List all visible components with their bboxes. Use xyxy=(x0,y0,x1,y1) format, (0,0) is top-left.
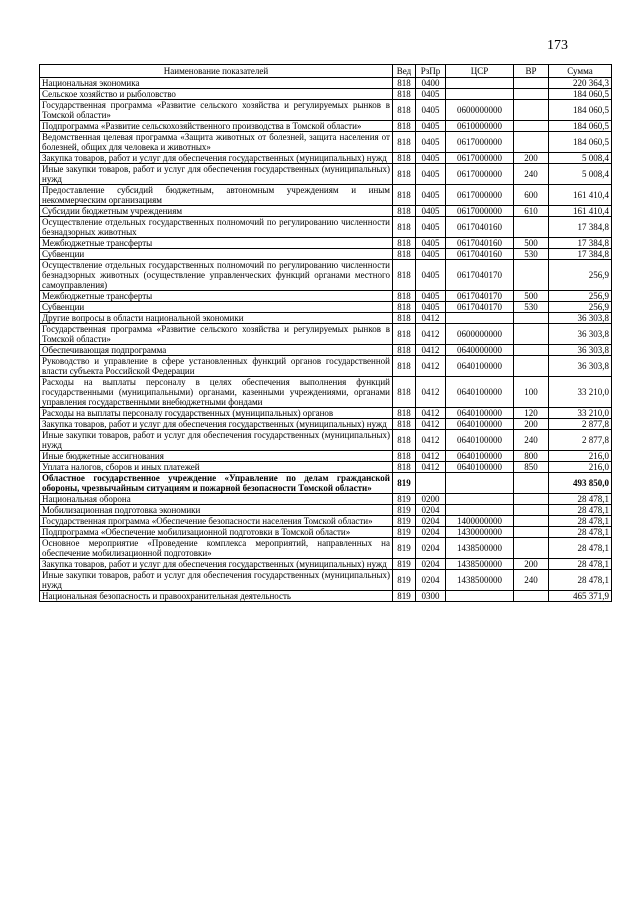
row-name-cell: Мобилизационная подготовка экономики xyxy=(40,505,393,516)
row-ved-cell: 818 xyxy=(393,313,416,324)
row-csr-cell xyxy=(446,494,514,505)
row-csr-cell: 0640100000 xyxy=(446,462,514,473)
row-ved-cell: 819 xyxy=(393,473,416,494)
row-vr-cell xyxy=(514,356,549,377)
row-csr-cell: 1438500000 xyxy=(446,559,514,570)
row-sum-cell: 28 478,1 xyxy=(549,494,612,505)
row-rzpr-cell: 0405 xyxy=(416,249,446,260)
row-vr-cell: 850 xyxy=(514,462,549,473)
row-sum-cell: 5 008,4 xyxy=(549,153,612,164)
row-csr-cell: 0617000000 xyxy=(446,153,514,164)
row-csr-cell: 0617040170 xyxy=(446,302,514,313)
row-rzpr-cell: 0405 xyxy=(416,164,446,185)
row-ved-cell: 818 xyxy=(393,89,416,100)
row-csr-cell xyxy=(446,78,514,89)
row-sum-cell: 28 478,1 xyxy=(549,559,612,570)
row-ved-cell: 819 xyxy=(393,516,416,527)
row-rzpr-cell: 0204 xyxy=(416,527,446,538)
row-csr-cell: 0617000000 xyxy=(446,164,514,185)
row-csr-cell: 0617040170 xyxy=(446,291,514,302)
row-name-cell: Ведомственная целевая программа «Защита животных от болезней, защита населения от болезней, общих для человека и животных» xyxy=(40,132,393,153)
row-vr-cell xyxy=(514,473,549,494)
row-vr-cell xyxy=(514,78,549,89)
table-row xyxy=(40,570,612,591)
table-row xyxy=(40,217,612,238)
row-rzpr-cell: 0412 xyxy=(416,377,446,408)
table-row xyxy=(40,559,612,570)
row-sum-cell: 216,0 xyxy=(549,462,612,473)
row-vr-cell: 610 xyxy=(514,206,549,217)
row-csr-cell: 0640100000 xyxy=(446,451,514,462)
row-name-cell: Уплата налогов, сборов и иных платежей xyxy=(40,462,393,473)
table-row xyxy=(40,260,612,291)
table-row xyxy=(40,527,612,538)
header-vr: ВР xyxy=(514,65,549,78)
table-row xyxy=(40,302,612,313)
table-row xyxy=(40,249,612,260)
row-rzpr-cell xyxy=(416,473,446,494)
row-rzpr-cell: 0204 xyxy=(416,505,446,516)
row-vr-cell xyxy=(514,345,549,356)
row-sum-cell: 5 008,4 xyxy=(549,164,612,185)
table-row xyxy=(40,473,612,494)
budget-table xyxy=(39,64,612,602)
row-ved-cell: 818 xyxy=(393,132,416,153)
row-csr-cell: 0600000000 xyxy=(446,100,514,121)
row-vr-cell: 530 xyxy=(514,302,549,313)
row-sum-cell: 17 384,8 xyxy=(549,238,612,249)
row-rzpr-cell: 0405 xyxy=(416,302,446,313)
row-sum-cell: 28 478,1 xyxy=(549,570,612,591)
row-ved-cell: 818 xyxy=(393,153,416,164)
row-sum-cell: 36 303,8 xyxy=(549,345,612,356)
row-vr-cell xyxy=(514,217,549,238)
row-vr-cell xyxy=(514,89,549,100)
row-name-cell: Государственная программа «Развитие сельского хозяйства и регулируемых рынков в Томской области» xyxy=(40,100,393,121)
row-csr-cell: 0617000000 xyxy=(446,206,514,217)
row-ved-cell: 818 xyxy=(393,185,416,206)
header-rzpr: РзПр xyxy=(416,65,446,78)
row-sum-cell: 17 384,8 xyxy=(549,249,612,260)
row-sum-cell: 256,9 xyxy=(549,302,612,313)
row-name-cell: Субвенции xyxy=(40,302,393,313)
row-name-cell: Субсидии бюджетным учреждениям xyxy=(40,206,393,217)
row-name-cell: Государственная программа «Развитие сельского хозяйства и регулируемых рынков в Томской области» xyxy=(40,324,393,345)
row-rzpr-cell: 0405 xyxy=(416,206,446,217)
row-ved-cell: 818 xyxy=(393,260,416,291)
row-csr-cell: 0640100000 xyxy=(446,430,514,451)
row-rzpr-cell: 0412 xyxy=(416,408,446,419)
row-sum-cell: 184 060,5 xyxy=(549,121,612,132)
row-ved-cell: 819 xyxy=(393,538,416,559)
row-name-cell: Расходы на выплаты персоналу государственных (муниципальных) органов xyxy=(40,408,393,419)
row-ved-cell: 818 xyxy=(393,408,416,419)
row-vr-cell: 600 xyxy=(514,185,549,206)
table-row xyxy=(40,313,612,324)
row-vr-cell: 200 xyxy=(514,153,549,164)
row-sum-cell: 17 384,8 xyxy=(549,217,612,238)
row-sum-cell: 220 364,3 xyxy=(549,78,612,89)
row-vr-cell: 530 xyxy=(514,249,549,260)
row-name-cell: Национальная экономика xyxy=(40,78,393,89)
row-name-cell: Другие вопросы в области национальной экономики xyxy=(40,313,393,324)
table-header-row xyxy=(40,65,612,78)
row-ved-cell: 818 xyxy=(393,100,416,121)
row-ved-cell: 818 xyxy=(393,238,416,249)
row-csr-cell: 0617040160 xyxy=(446,249,514,260)
row-ved-cell: 818 xyxy=(393,377,416,408)
row-name-cell: Иные закупки товаров, работ и услуг для обеспечения государственных (муниципальных) нужд xyxy=(40,570,393,591)
row-csr-cell: 1430000000 xyxy=(446,527,514,538)
row-csr-cell xyxy=(446,591,514,602)
row-csr-cell: 0617000000 xyxy=(446,185,514,206)
row-rzpr-cell: 0405 xyxy=(416,100,446,121)
table-row xyxy=(40,345,612,356)
row-csr-cell: 0600000000 xyxy=(446,324,514,345)
row-name-cell: Закупка товаров, работ и услуг для обеспечения государственных (муниципальных) нужд xyxy=(40,559,393,570)
row-vr-cell: 100 xyxy=(514,377,549,408)
row-sum-cell: 465 371,9 xyxy=(549,591,612,602)
row-csr-cell xyxy=(446,473,514,494)
row-vr-cell: 500 xyxy=(514,291,549,302)
table-row xyxy=(40,538,612,559)
row-ved-cell: 819 xyxy=(393,494,416,505)
row-rzpr-cell: 0204 xyxy=(416,538,446,559)
header-ved: Вед xyxy=(393,65,416,78)
row-ved-cell: 818 xyxy=(393,249,416,260)
row-sum-cell: 216,0 xyxy=(549,451,612,462)
row-rzpr-cell: 0405 xyxy=(416,238,446,249)
row-ved-cell: 819 xyxy=(393,570,416,591)
row-csr-cell: 1438500000 xyxy=(446,570,514,591)
row-vr-cell: 120 xyxy=(514,408,549,419)
row-vr-cell xyxy=(514,100,549,121)
row-vr-cell xyxy=(514,516,549,527)
table-row xyxy=(40,121,612,132)
row-vr-cell xyxy=(514,591,549,602)
row-ved-cell: 818 xyxy=(393,345,416,356)
row-rzpr-cell: 0412 xyxy=(416,324,446,345)
table-row xyxy=(40,377,612,408)
row-vr-cell xyxy=(514,132,549,153)
row-sum-cell: 28 478,1 xyxy=(549,538,612,559)
table-row xyxy=(40,153,612,164)
row-rzpr-cell: 0204 xyxy=(416,516,446,527)
row-sum-cell: 33 210,0 xyxy=(549,408,612,419)
table-row xyxy=(40,206,612,217)
row-name-cell: Государственная программа «Обеспечение безопасности населения Томской области» xyxy=(40,516,393,527)
row-vr-cell xyxy=(514,538,549,559)
row-sum-cell: 36 303,8 xyxy=(549,324,612,345)
table-row xyxy=(40,516,612,527)
row-name-cell: Закупка товаров, работ и услуг для обеспечения государственных (муниципальных) нужд xyxy=(40,419,393,430)
row-sum-cell: 256,9 xyxy=(549,291,612,302)
table-row xyxy=(40,100,612,121)
row-rzpr-cell: 0204 xyxy=(416,559,446,570)
row-csr-cell xyxy=(446,505,514,516)
row-name-cell: Иные закупки товаров, работ и услуг для обеспечения государственных (муниципальных) нужд xyxy=(40,430,393,451)
row-name-cell: Областное государственное учреждение «Управление по делам гражданской обороны, чрезвычайным ситуациям и пожарной безопасности Томской области» xyxy=(40,473,393,494)
table-row xyxy=(40,78,612,89)
row-sum-cell: 33 210,0 xyxy=(549,377,612,408)
row-ved-cell: 818 xyxy=(393,451,416,462)
row-rzpr-cell: 0412 xyxy=(416,462,446,473)
row-ved-cell: 819 xyxy=(393,527,416,538)
row-vr-cell xyxy=(514,260,549,291)
row-ved-cell: 818 xyxy=(393,217,416,238)
row-rzpr-cell: 0405 xyxy=(416,132,446,153)
row-name-cell: Иные закупки товаров, работ и услуг для обеспечения государственных (муниципальных) нужд xyxy=(40,164,393,185)
row-vr-cell xyxy=(514,494,549,505)
row-ved-cell: 818 xyxy=(393,291,416,302)
page-number: 173 xyxy=(547,38,568,53)
row-rzpr-cell: 0400 xyxy=(416,78,446,89)
row-name-cell: Сельское хозяйство и рыболовство xyxy=(40,89,393,100)
row-name-cell: Иные бюджетные ассигнования xyxy=(40,451,393,462)
row-name-cell: Обеспечивающая подпрограмма xyxy=(40,345,393,356)
row-sum-cell: 256,9 xyxy=(549,260,612,291)
row-ved-cell: 818 xyxy=(393,121,416,132)
table-row xyxy=(40,505,612,516)
row-name-cell: Закупка товаров, работ и услуг для обеспечения государственных (муниципальных) нужд xyxy=(40,153,393,164)
row-vr-cell: 800 xyxy=(514,451,549,462)
row-sum-cell: 493 850,0 xyxy=(549,473,612,494)
table-row xyxy=(40,164,612,185)
table-row xyxy=(40,408,612,419)
row-vr-cell: 200 xyxy=(514,419,549,430)
table-row xyxy=(40,494,612,505)
table-body xyxy=(40,78,612,602)
row-rzpr-cell: 0200 xyxy=(416,494,446,505)
table-row xyxy=(40,238,612,249)
row-csr-cell: 0617040160 xyxy=(446,217,514,238)
row-rzpr-cell: 0405 xyxy=(416,217,446,238)
table-row xyxy=(40,419,612,430)
row-sum-cell: 28 478,1 xyxy=(549,505,612,516)
row-csr-cell xyxy=(446,89,514,100)
row-rzpr-cell: 0412 xyxy=(416,356,446,377)
row-sum-cell: 2 877,8 xyxy=(549,419,612,430)
row-name-cell: Национальная безопасность и правоохранительная деятельность xyxy=(40,591,393,602)
row-rzpr-cell: 0412 xyxy=(416,313,446,324)
row-csr-cell: 1400000000 xyxy=(446,516,514,527)
row-csr-cell: 0610000000 xyxy=(446,121,514,132)
row-csr-cell: 0640100000 xyxy=(446,408,514,419)
row-sum-cell: 28 478,1 xyxy=(549,527,612,538)
row-ved-cell: 818 xyxy=(393,419,416,430)
table-row xyxy=(40,324,612,345)
row-rzpr-cell: 0412 xyxy=(416,419,446,430)
row-csr-cell: 0617040160 xyxy=(446,238,514,249)
row-csr-cell: 0617040170 xyxy=(446,260,514,291)
row-sum-cell: 28 478,1 xyxy=(549,516,612,527)
table-row xyxy=(40,89,612,100)
row-sum-cell: 161 410,4 xyxy=(549,206,612,217)
row-vr-cell xyxy=(514,505,549,516)
row-vr-cell: 200 xyxy=(514,559,549,570)
row-ved-cell: 818 xyxy=(393,356,416,377)
row-ved-cell: 818 xyxy=(393,430,416,451)
row-ved-cell: 818 xyxy=(393,462,416,473)
table-row xyxy=(40,132,612,153)
row-rzpr-cell: 0405 xyxy=(416,291,446,302)
row-name-cell: Руководство и управление в сфере установленных функций органов государственной власти субъекта Российской Федерации xyxy=(40,356,393,377)
row-name-cell: Национальная оборона xyxy=(40,494,393,505)
row-rzpr-cell: 0405 xyxy=(416,153,446,164)
header-sum: Сумма xyxy=(549,65,612,78)
row-ved-cell: 819 xyxy=(393,559,416,570)
row-vr-cell: 240 xyxy=(514,430,549,451)
row-csr-cell: 0640000000 xyxy=(446,345,514,356)
row-vr-cell xyxy=(514,324,549,345)
row-name-cell: Подпрограмма «Обеспечение мобилизационной подготовки в Томской области» xyxy=(40,527,393,538)
row-csr-cell: 0617000000 xyxy=(446,132,514,153)
row-rzpr-cell: 0204 xyxy=(416,570,446,591)
row-rzpr-cell: 0405 xyxy=(416,121,446,132)
row-csr-cell: 0640100000 xyxy=(446,377,514,408)
row-ved-cell: 819 xyxy=(393,505,416,516)
row-sum-cell: 36 303,8 xyxy=(549,313,612,324)
row-ved-cell: 818 xyxy=(393,206,416,217)
row-vr-cell xyxy=(514,121,549,132)
row-rzpr-cell: 0300 xyxy=(416,591,446,602)
row-rzpr-cell: 0412 xyxy=(416,451,446,462)
row-name-cell: Предоставление субсидий бюджетным, автономным учреждениям и иным некоммерческим организациям xyxy=(40,185,393,206)
row-sum-cell: 184 060,5 xyxy=(549,100,612,121)
row-vr-cell xyxy=(514,527,549,538)
row-sum-cell: 184 060,5 xyxy=(549,132,612,153)
row-name-cell: Расходы на выплаты персоналу в целях обеспечения выполнения функций государственными (муниципальными) органами, казенными учреждениями, органами управления государственными внебюджетными фондами xyxy=(40,377,393,408)
row-vr-cell xyxy=(514,313,549,324)
row-vr-cell: 240 xyxy=(514,570,549,591)
row-name-cell: Подпрограмма «Развитие сельскохозяйственного производства в Томской области» xyxy=(40,121,393,132)
row-rzpr-cell: 0412 xyxy=(416,345,446,356)
row-ved-cell: 819 xyxy=(393,591,416,602)
row-name-cell: Основное мероприятие «Проведение комплекса мероприятий, направленных на обеспечение мобилизационной подготовки» xyxy=(40,538,393,559)
table-row xyxy=(40,430,612,451)
table-row xyxy=(40,591,612,602)
row-name-cell: Межбюджетные трансферты xyxy=(40,238,393,249)
header-name: Наименование показателей xyxy=(40,65,393,78)
header-csr: ЦСР xyxy=(446,65,514,78)
row-name-cell: Осуществление отдельных государственных полномочий по регулированию численности безнадзорных животных (осуществление управленческих функций органами местного самоуправления) xyxy=(40,260,393,291)
row-name-cell: Осуществление отдельных государственных полномочий по регулированию численности безнадзорных животных xyxy=(40,217,393,238)
row-sum-cell: 161 410,4 xyxy=(549,185,612,206)
row-ved-cell: 818 xyxy=(393,78,416,89)
row-rzpr-cell: 0405 xyxy=(416,89,446,100)
row-ved-cell: 818 xyxy=(393,164,416,185)
table-row xyxy=(40,451,612,462)
row-rzpr-cell: 0405 xyxy=(416,185,446,206)
row-csr-cell xyxy=(446,313,514,324)
row-sum-cell: 2 877,8 xyxy=(549,430,612,451)
row-vr-cell: 500 xyxy=(514,238,549,249)
row-vr-cell: 240 xyxy=(514,164,549,185)
row-csr-cell: 0640100000 xyxy=(446,356,514,377)
row-rzpr-cell: 0405 xyxy=(416,260,446,291)
table-row xyxy=(40,291,612,302)
row-name-cell: Субвенции xyxy=(40,249,393,260)
table-row xyxy=(40,185,612,206)
table-row xyxy=(40,356,612,377)
row-csr-cell: 1438500000 xyxy=(446,538,514,559)
row-ved-cell: 818 xyxy=(393,302,416,313)
row-sum-cell: 184 060,5 xyxy=(549,89,612,100)
table-row xyxy=(40,462,612,473)
row-name-cell: Межбюджетные трансферты xyxy=(40,291,393,302)
row-sum-cell: 36 303,8 xyxy=(549,356,612,377)
row-csr-cell: 0640100000 xyxy=(446,419,514,430)
row-rzpr-cell: 0412 xyxy=(416,430,446,451)
row-ved-cell: 818 xyxy=(393,324,416,345)
